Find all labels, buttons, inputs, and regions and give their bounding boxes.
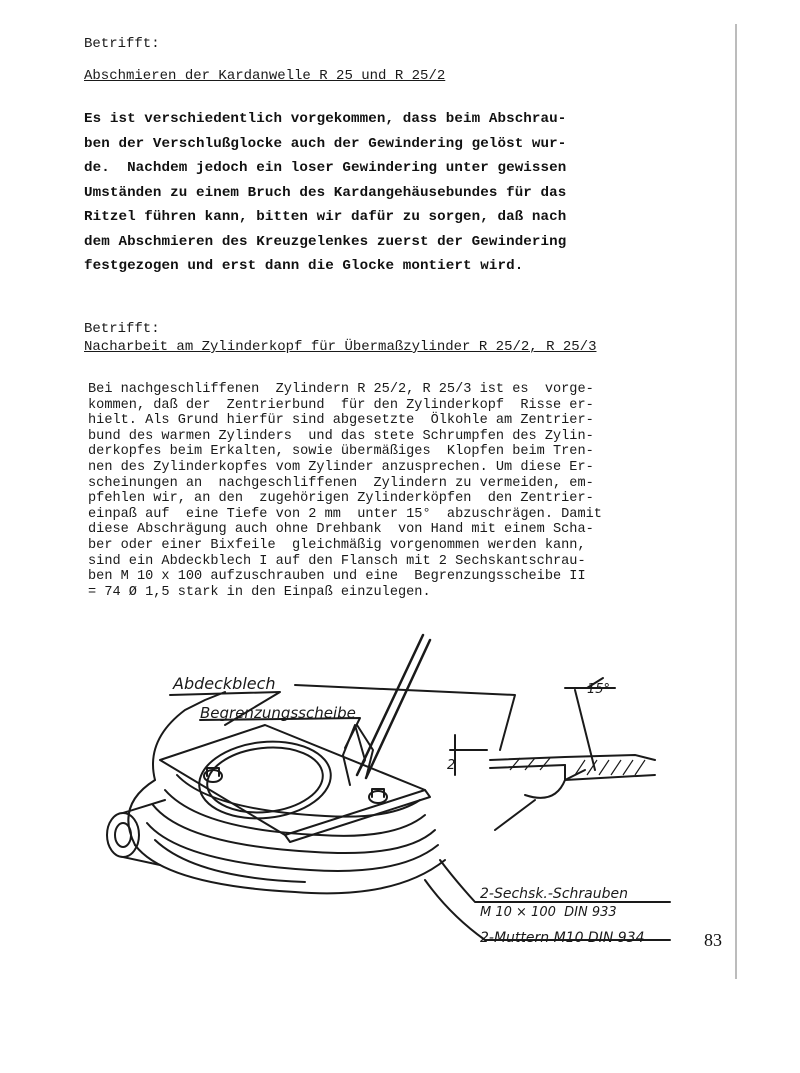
paragraph-line: pfehlen wir, an den zugehörigen Zylinderköpfen den Zentrier-: [88, 491, 594, 507]
paragraph-line: kommen, daß der Zentrierbund für den Zylinderkopf Risse er-: [88, 397, 594, 413]
section-kardanwelle: [84, 35, 684, 279]
section-subject: Nacharbeit am Zylinderkopf für Übermaßzylinder R 25/2, R 25/3: [84, 339, 597, 355]
paragraph-line: derkopfes beim Erkalten, sowie übermäßiges Klopfen beim Tren-: [88, 444, 594, 460]
label-screws-line2: M 10 × 100 DIN 933: [480, 905, 617, 920]
paragraph-line: Es ist verschiedentlich vorgekommen, dass beim Abschrau-: [84, 111, 567, 127]
paragraph-line: ben der Verschlußglocke auch der Gewindering gelöst wur-: [84, 135, 567, 152]
section-label: Betrifft:: [84, 36, 160, 52]
label-angle: 15°: [587, 682, 611, 697]
paragraph-line: = 74 Ø 1,5 stark in den Einpaß einzulegen.: [88, 584, 431, 600]
cylinder-head-drawing: [95, 630, 705, 960]
paragraph-line: nen des Zylinderkopfes vom Zylinder anzusprechen. Um diese Er-: [88, 459, 594, 475]
paragraph-line: sind ein Abdeckblech I auf den Flansch mit 2 Sechskantschrau-: [88, 553, 586, 569]
label-nuts: 2-Muttern M10 DIN 934: [480, 930, 645, 946]
label-abdeckblech: Abdeckblech: [173, 674, 276, 693]
paragraph-line: Bei nachgeschliffenen Zylindern R 25/2, R 25/3 ist es vorge-: [88, 382, 594, 397]
paragraph-line: diese Abschrägung auch ohne Drehbank von Hand mit einem Scha-: [88, 522, 594, 538]
section-label: Betrifft:: [84, 321, 160, 337]
page-number: 83: [704, 930, 722, 950]
paragraph-line: dem Abschmieren des Kreuzgelenkes zuerst der Gewindering: [84, 233, 567, 250]
section-paragraph: [84, 107, 684, 279]
paragraph-line: bund des warmen Zylinders und das stete Schrumpfen des Zylin-: [88, 428, 594, 444]
paragraph-line: Ritzel führen kann, bitten wir dafür zu sorgen, daß nach: [84, 209, 567, 225]
paragraph-line: hielt. Als Grund hierfür sind abgesetzte Ölkohle am Zentrier-: [88, 413, 594, 429]
section-paragraph: [88, 382, 694, 600]
paragraph-line: de. Nachdem jedoch ein loser Gewindering unter gewissen: [84, 160, 567, 176]
paragraph-line: scheinungen an nachgeschliffenen Zylindern zu vermeiden, em-: [88, 475, 594, 491]
section-subject: Abschmieren der Kardanwelle R 25 und R 25/2: [84, 68, 446, 84]
section-zylinderkopf: [84, 320, 694, 600]
label-screws-line1: 2-Sechsk.-Schrauben: [480, 886, 628, 902]
label-begrenzungsscheibe: Begrenzungsscheibe: [200, 704, 356, 722]
paragraph-line: einpaß auf eine Tiefe von 2 mm unter 15° abzuschrägen. Damit: [88, 506, 602, 522]
paragraph-line: festgezogen und erst dann die Glocke montiert wird.: [84, 258, 524, 274]
paragraph-line: ber oder einer Bixfeile gleichmäßig vorgenommen werden kann,: [88, 537, 586, 553]
page-edge-rule: [735, 24, 737, 979]
paragraph-line: ben M 10 x 100 aufzuschrauben und eine Begrenzungsscheibe II: [88, 569, 586, 585]
paragraph-line: Umständen zu einem Bruch des Kardangehäusebundes für das: [84, 184, 567, 201]
label-depth: 2: [447, 758, 456, 773]
